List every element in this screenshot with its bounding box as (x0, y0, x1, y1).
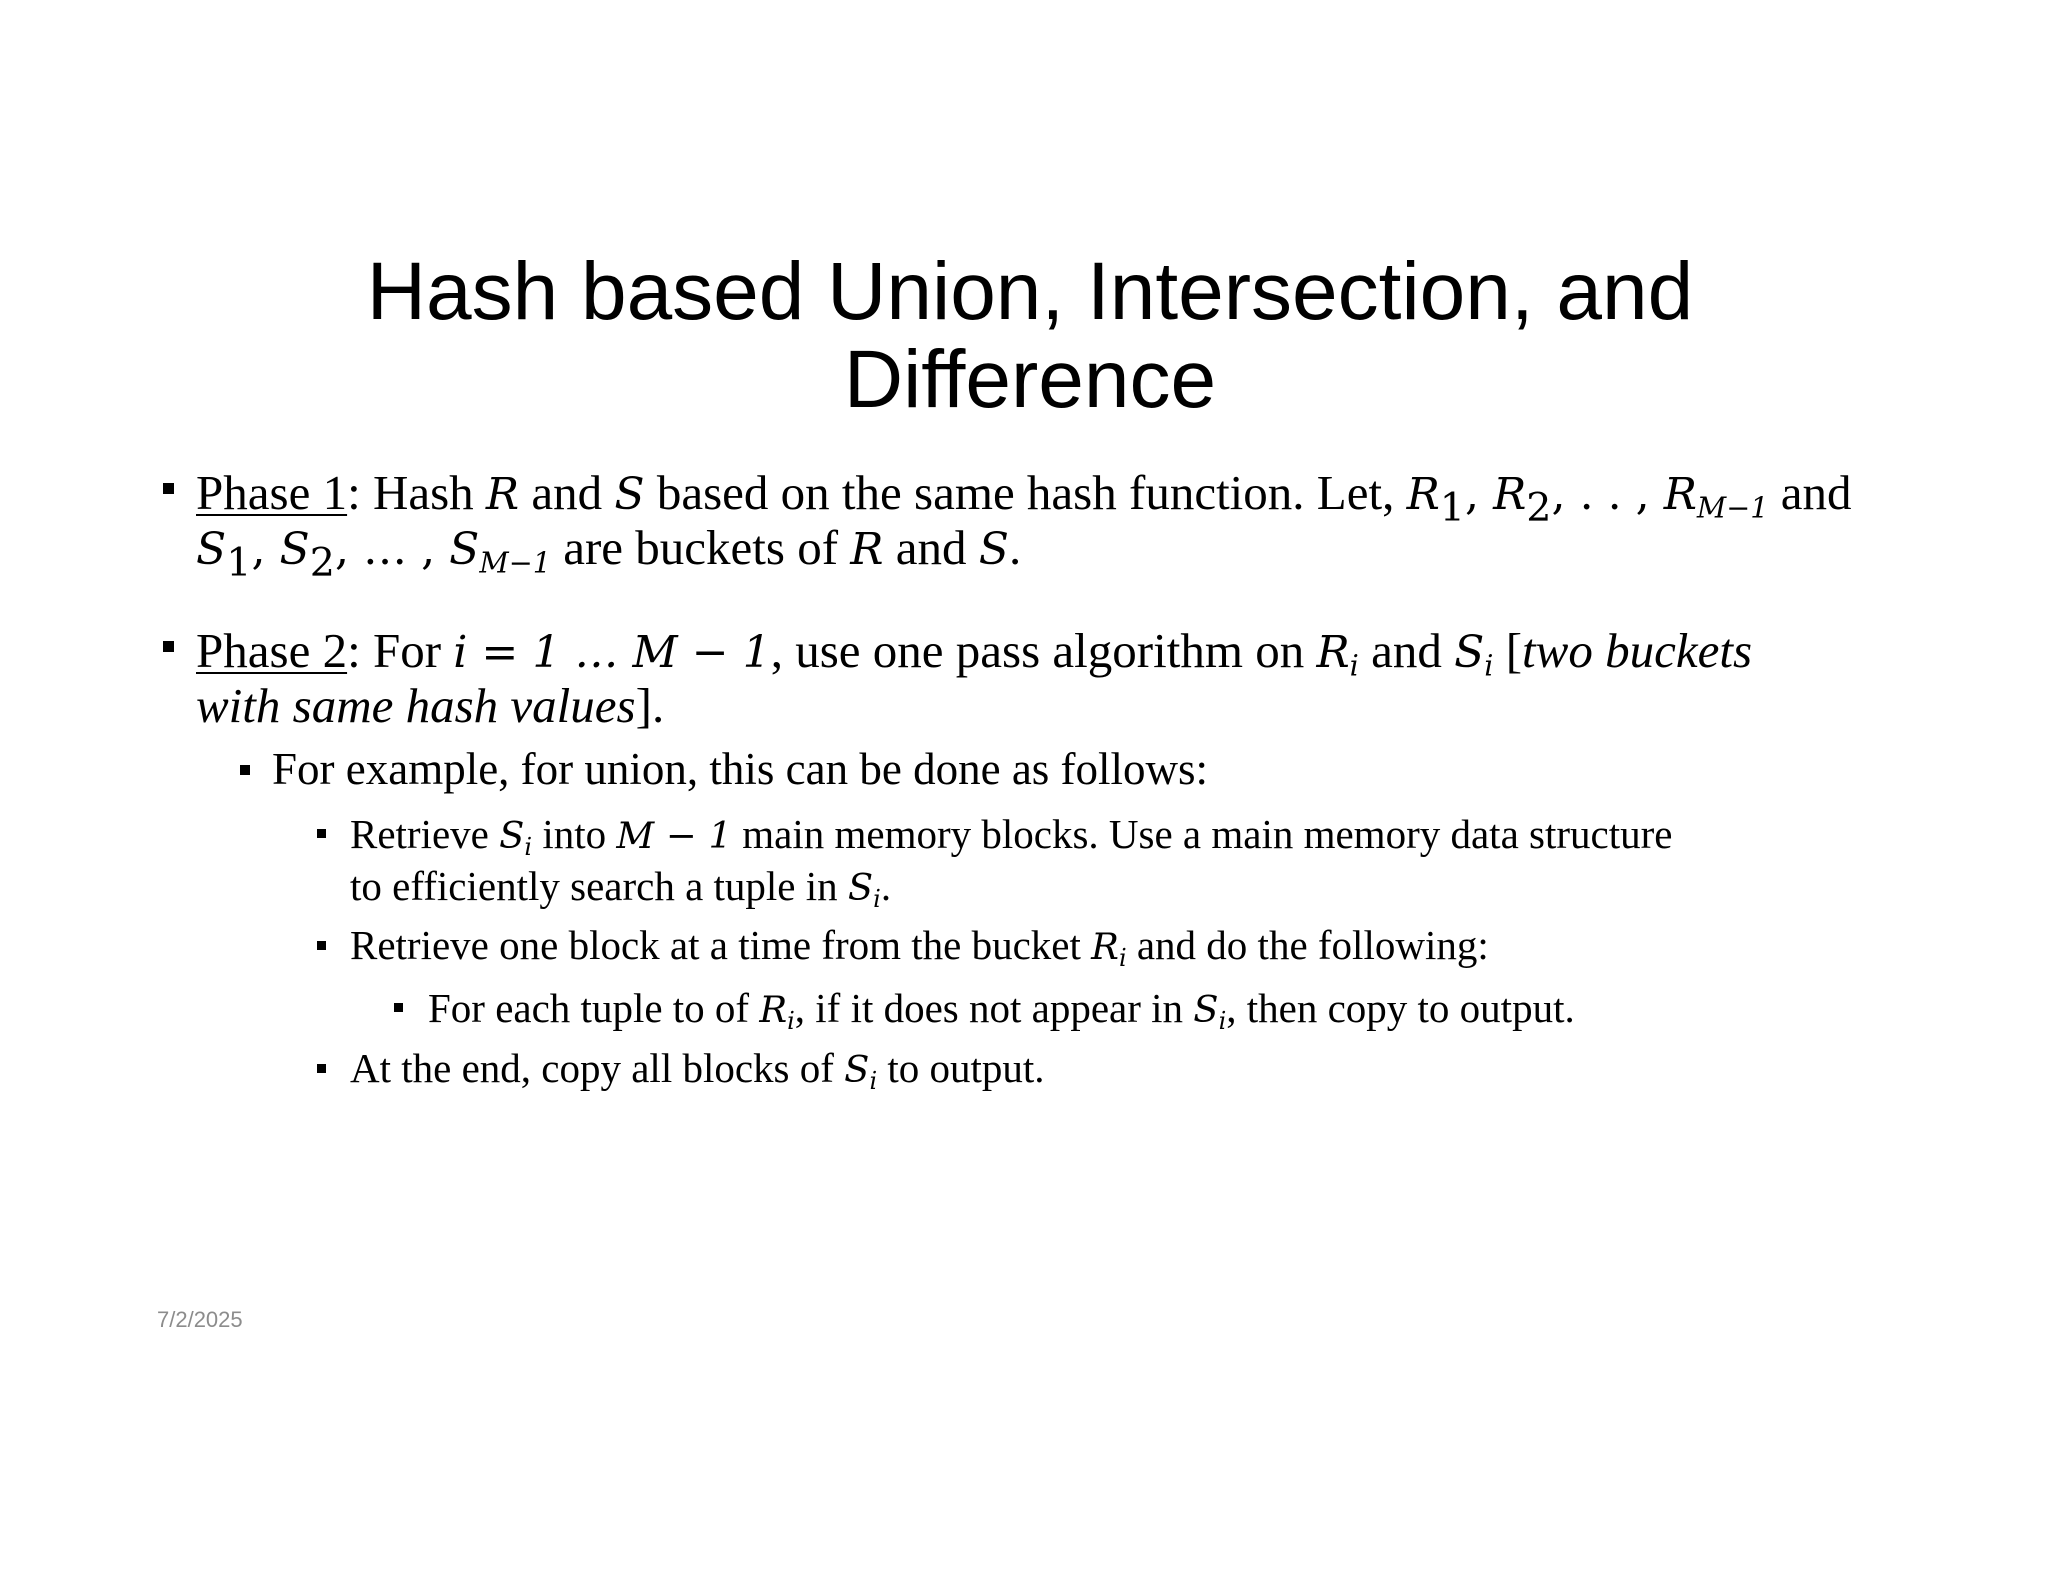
math-Si: $S_i$ (1193, 988, 1227, 1036)
text: main memory blocks. Use a main memory data structure (732, 811, 1673, 857)
text: and (519, 465, 615, 520)
math-RM1: $R_{M-1}$ (1663, 469, 1769, 525)
slide-date: 7/2/2025 (157, 1307, 243, 1332)
text: At the end, copy all blocks of (350, 1045, 845, 1091)
text: into (532, 811, 617, 857)
bullet-square-icon (317, 829, 326, 838)
bullet-square-icon (240, 765, 250, 775)
text: and (1358, 623, 1455, 678)
math-M-1: M − 1 (616, 814, 732, 857)
text: [ (1493, 623, 1523, 678)
text: to efficiently search a tuple in (350, 863, 848, 909)
slide-title (180, 248, 1880, 424)
text: and (883, 520, 979, 575)
text: : For (347, 623, 454, 678)
title-line-1: Hash based Union, Intersection, and (366, 246, 1694, 337)
math-sep: , (1465, 469, 1494, 520)
math-Ri: $R_i$ (1316, 627, 1359, 683)
math-dots: , . . , (1551, 469, 1664, 520)
text: : Hash (347, 465, 486, 520)
text: . (880, 863, 892, 909)
math-S: S (978, 524, 1009, 575)
italic-text: two buckets (1522, 623, 1753, 678)
math-R2: $R_2$ (1493, 469, 1552, 531)
math-Si: $S_i$ (499, 814, 533, 862)
math-R1: $R_1$ (1406, 469, 1466, 531)
text: . (1008, 520, 1022, 575)
text: are buckets of (550, 520, 851, 575)
example-bullet (272, 744, 1872, 794)
math-dots: , … , (334, 524, 450, 575)
math-Si: $S_i$ (844, 1048, 878, 1096)
text: based on the same hash function. Let, (644, 465, 1407, 520)
title-line-2: Difference (843, 334, 1217, 425)
math-R: R (850, 524, 884, 575)
text: to output. (877, 1045, 1045, 1091)
math-Si: $S_i$ (847, 866, 881, 914)
bullet-square-icon (317, 1064, 326, 1073)
math-S: S (614, 469, 645, 520)
text: , then copy to output. (1226, 985, 1575, 1031)
math-S2: $S_2$ (279, 524, 335, 586)
text: ]. (635, 678, 665, 733)
bullet-square-icon (163, 641, 174, 652)
text: For example, for union, this can be done as follows: (272, 744, 1209, 794)
bullet-square-icon (317, 941, 326, 950)
phase1-label: Phase 1 (196, 465, 348, 520)
for-each-tuple-bullet (428, 983, 1908, 1035)
math-Ri: $R_i$ (759, 988, 795, 1036)
phase2-bullet (196, 624, 1896, 732)
phase2-label: Phase 2 (196, 623, 348, 678)
math-i-range: i = 1 … M − 1 (453, 627, 771, 678)
retrieve-si-bullet (350, 809, 1910, 913)
retrieve-block-bullet (350, 920, 1910, 972)
text: and (1768, 465, 1852, 520)
math-S1: $S_1$ (196, 524, 252, 586)
math-sep: , (251, 524, 280, 575)
text: and do the following: (1126, 922, 1489, 968)
phase1-bullet (196, 465, 1896, 586)
bullet-square-icon (394, 1003, 403, 1012)
text: Retrieve one block at a time from the bucket (350, 922, 1092, 968)
end-copy-bullet (350, 1043, 1910, 1095)
bullet-square-icon (163, 483, 174, 494)
math-SM1: $S_{M-1}$ (449, 524, 551, 580)
text: , use one pass algorithm on (770, 623, 1317, 678)
math-Ri: $R_i$ (1091, 925, 1127, 973)
math-R: R (485, 469, 520, 520)
text: For each tuple to of (428, 985, 760, 1031)
text: Retrieve (350, 811, 500, 857)
math-Si: $S_i$ (1454, 627, 1494, 683)
text: , if it does not appear in (794, 985, 1194, 1031)
italic-text: with same hash values (196, 678, 636, 733)
